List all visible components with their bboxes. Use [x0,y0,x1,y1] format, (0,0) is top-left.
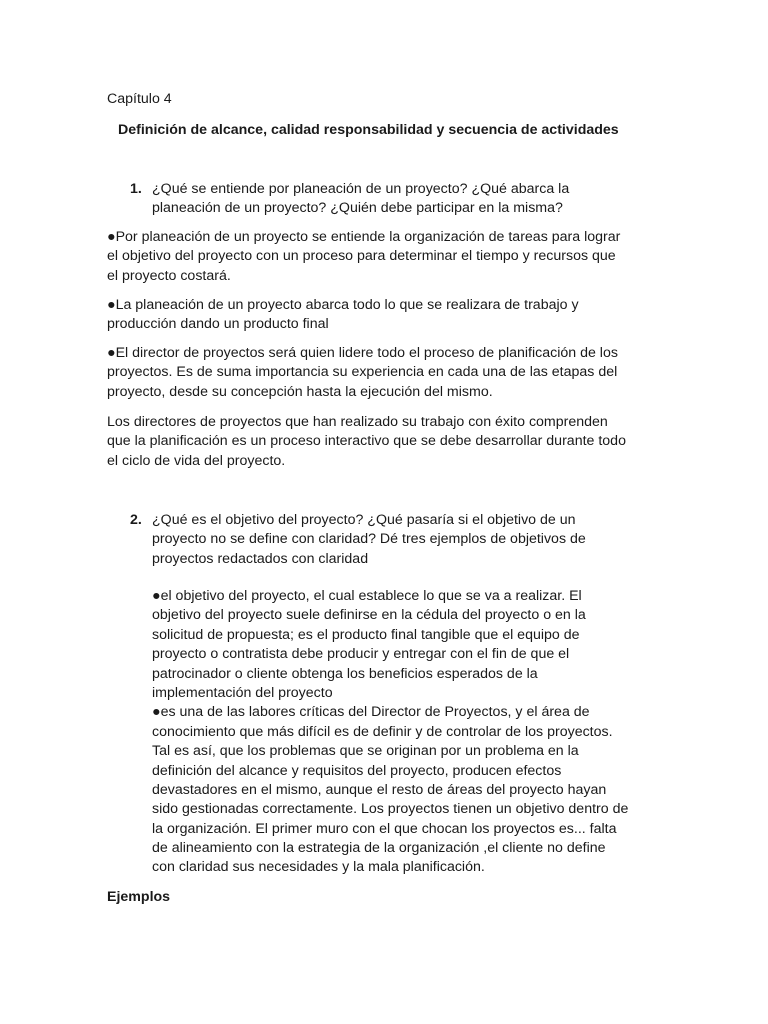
question-2-line: ¿Qué es el objetivo del proyecto? ¿Qué pasaría si el objetivo de un [152,512,576,528]
answer-line: ●es una de las labores críticas del Director de Proyectos, y el área de [152,704,590,721]
question-1-line: ¿Qué se entiende por planeación de un proyecto? ¿Qué abarca la [152,181,570,197]
question-2-line: proyectos redactados con claridad [152,550,369,567]
question-1-line: planeación de un proyecto? ¿Quién debe participar en la misma? [152,200,563,217]
answer-1-paragraph-4 [107,413,626,471]
answer-line: patrocinador o cliente obtenga los beneficios esperados de la [152,665,538,682]
answer-2-text [152,587,628,878]
question-2-line: proyecto no se define con claridad? Dé tres ejemplos de objetivos de [152,531,586,548]
page-title: Definición de alcance, calidad responsabilidad y secuencia de actividades [118,122,619,138]
chapter-label: Capítulo 4 [107,91,172,107]
answer-1-paragraph-2 [107,296,579,335]
answer-line: ●Por planeación de un proyecto se entiende la organización de tareas para lograr [107,229,621,245]
answer-line: definición del alcance y requisitos del proyecto, producen efectos [152,762,562,779]
answer-line: con claridad sus necesidades y la mala planificación. [152,859,485,876]
answer-line: producción dando un producto final [107,316,329,333]
question-2-text [152,511,586,569]
answer-line: la organización. El primer muro con el que chocan los proyectos es... falta [152,820,617,837]
answer-line: solicitud de propuesta; es el producto final tangible que el equipo de [152,626,580,643]
answer-line: el objetivo del proyecto con un proceso para determinar el tiempo y recursos que [107,248,616,265]
answer-line: ●el objetivo del proyecto, el cual establece lo que se va a realizar. El [152,588,582,604]
answer-line: proyecto, desde su concepción hasta la ejecución del mismo. [107,383,493,400]
answer-line: que la planificación es un proceso interactivo que se debe desarrollar durante todo [107,433,626,450]
answer-line: Tal es así, que los problemas que se originan por un problema en la [152,743,579,760]
question-1-text [152,180,569,219]
question-1-number: 1. [130,181,142,197]
answer-line: conocimiento que más difícil es de definir y de controlar de los proyectos. [152,723,613,740]
answer-line: el proyecto costará. [107,267,231,284]
question-2-number: 2. [130,512,142,528]
answer-line: implementación del proyecto [152,684,333,701]
answer-line: objetivo del proyecto suele definirse en la cédula del proyecto o en la [152,607,586,624]
examples-heading: Ejemplos [107,889,171,905]
answer-1-paragraph-1 [107,228,620,286]
answer-line: el ciclo de vida del proyecto. [107,452,286,469]
answer-line: proyecto o contratista debe producir y entregar con el fin de que el [152,646,570,663]
answer-line: de alineamiento con la estrategia de la organización ,el cliente no define [152,840,606,857]
answer-line: ●La planeación de un proyecto abarca todo lo que se realizara de trabajo y [107,297,579,313]
answer-line: proyectos. Es de suma importancia su experiencia en cada una de las etapas del [107,364,618,381]
answer-line: ●El director de proyectos será quien lidere todo el proceso de planificación de los [107,345,618,361]
answer-line: sido gestionadas correctamente. Los proyectos tienen un objetivo dentro de [152,801,629,818]
answer-line: devastadores en el mismo, aunque el resto de áreas del proyecto hayan [152,781,607,798]
answer-line: Los directores de proyectos que han realizado su trabajo con éxito comprenden [107,414,608,430]
answer-1-paragraph-3 [107,344,618,402]
